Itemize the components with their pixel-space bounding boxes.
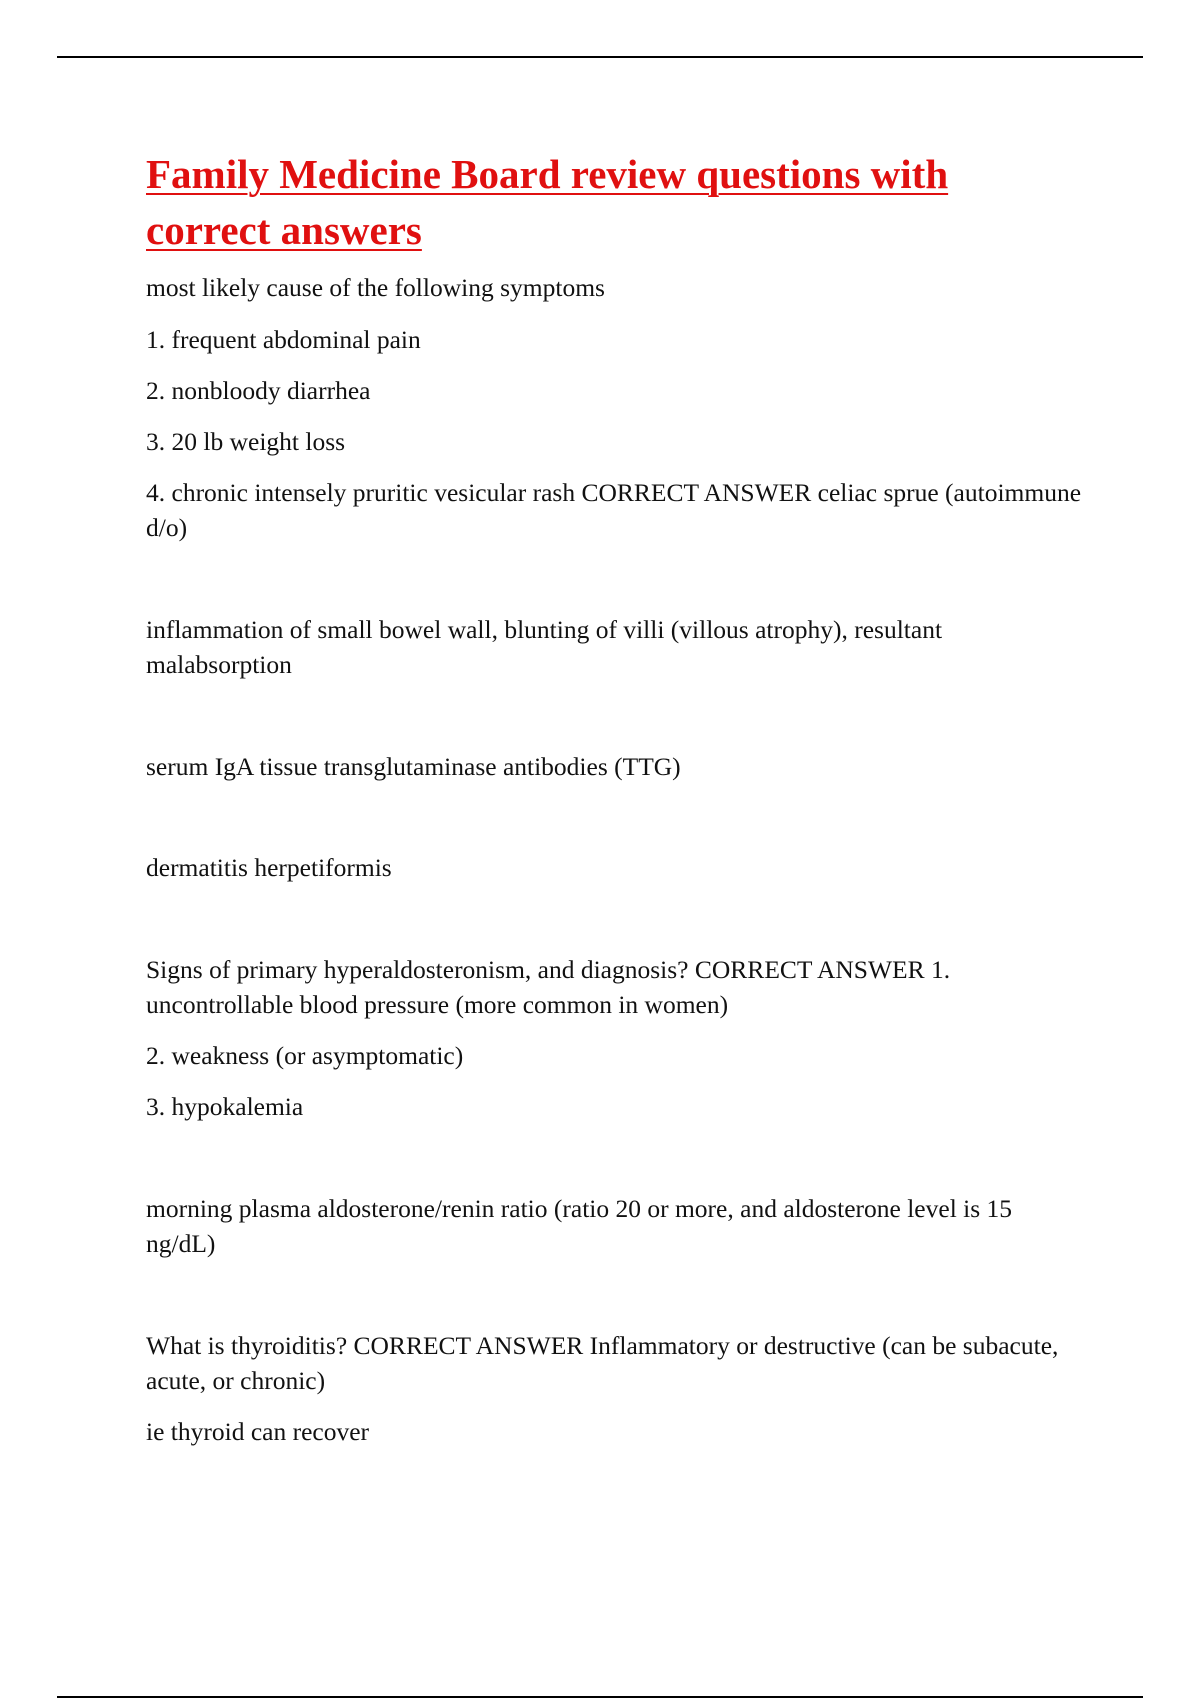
hyperaldosteronism-sign-2: 2. weakness (or asymptomatic) [146, 1041, 464, 1070]
thyroiditis-note: ie thyroid can recover [146, 1417, 370, 1446]
hyperaldosteronism-diagnosis: morning plasma aldosterone/renin ratio (ratio 20 or more, and aldosterone level is 15 ng/dL) [146, 1194, 1013, 1258]
celiac-pathology: inflammation of small bowel wall, blunting of villi (villous atrophy), resultant malabsorption [146, 615, 943, 679]
hyperaldosteronism-sign-3: 3. hypokalemia [146, 1092, 304, 1121]
title-line-1: Family Medicine Board review questions with [146, 151, 949, 197]
symptom-3: 3. 20 lb weight loss [146, 427, 346, 456]
title-line-2: correct answers [146, 207, 422, 253]
celiac-test: serum IgA tissue transglutaminase antibodies (TTG) [146, 752, 681, 781]
hyperaldosteronism-question: Signs of primary hyperaldosteronism, and diagnosis? CORRECT ANSWER 1. uncontrollable blood pressure (more common in women) [146, 955, 951, 1019]
celiac-skin-finding: dermatitis herpetiformis [146, 853, 392, 882]
symptom-4-answer: 4. chronic intensely pruritic vesicular rash CORRECT ANSWER celiac sprue (autoimmune d/o) [146, 478, 1082, 542]
question-1-prompt: most likely cause of the following symptoms [146, 273, 605, 302]
symptom-2: 2. nonbloody diarrhea [146, 376, 371, 405]
document-title [146, 146, 1086, 258]
symptom-1: 1. frequent abdominal pain [146, 325, 421, 354]
bottom-rule [57, 1696, 1143, 1698]
top-rule [57, 56, 1143, 58]
thyroiditis-question: What is thyroiditis? CORRECT ANSWER Inflammatory or destructive (can be subacute, acute, or chronic) [146, 1331, 1059, 1395]
document-body [146, 146, 1086, 1449]
